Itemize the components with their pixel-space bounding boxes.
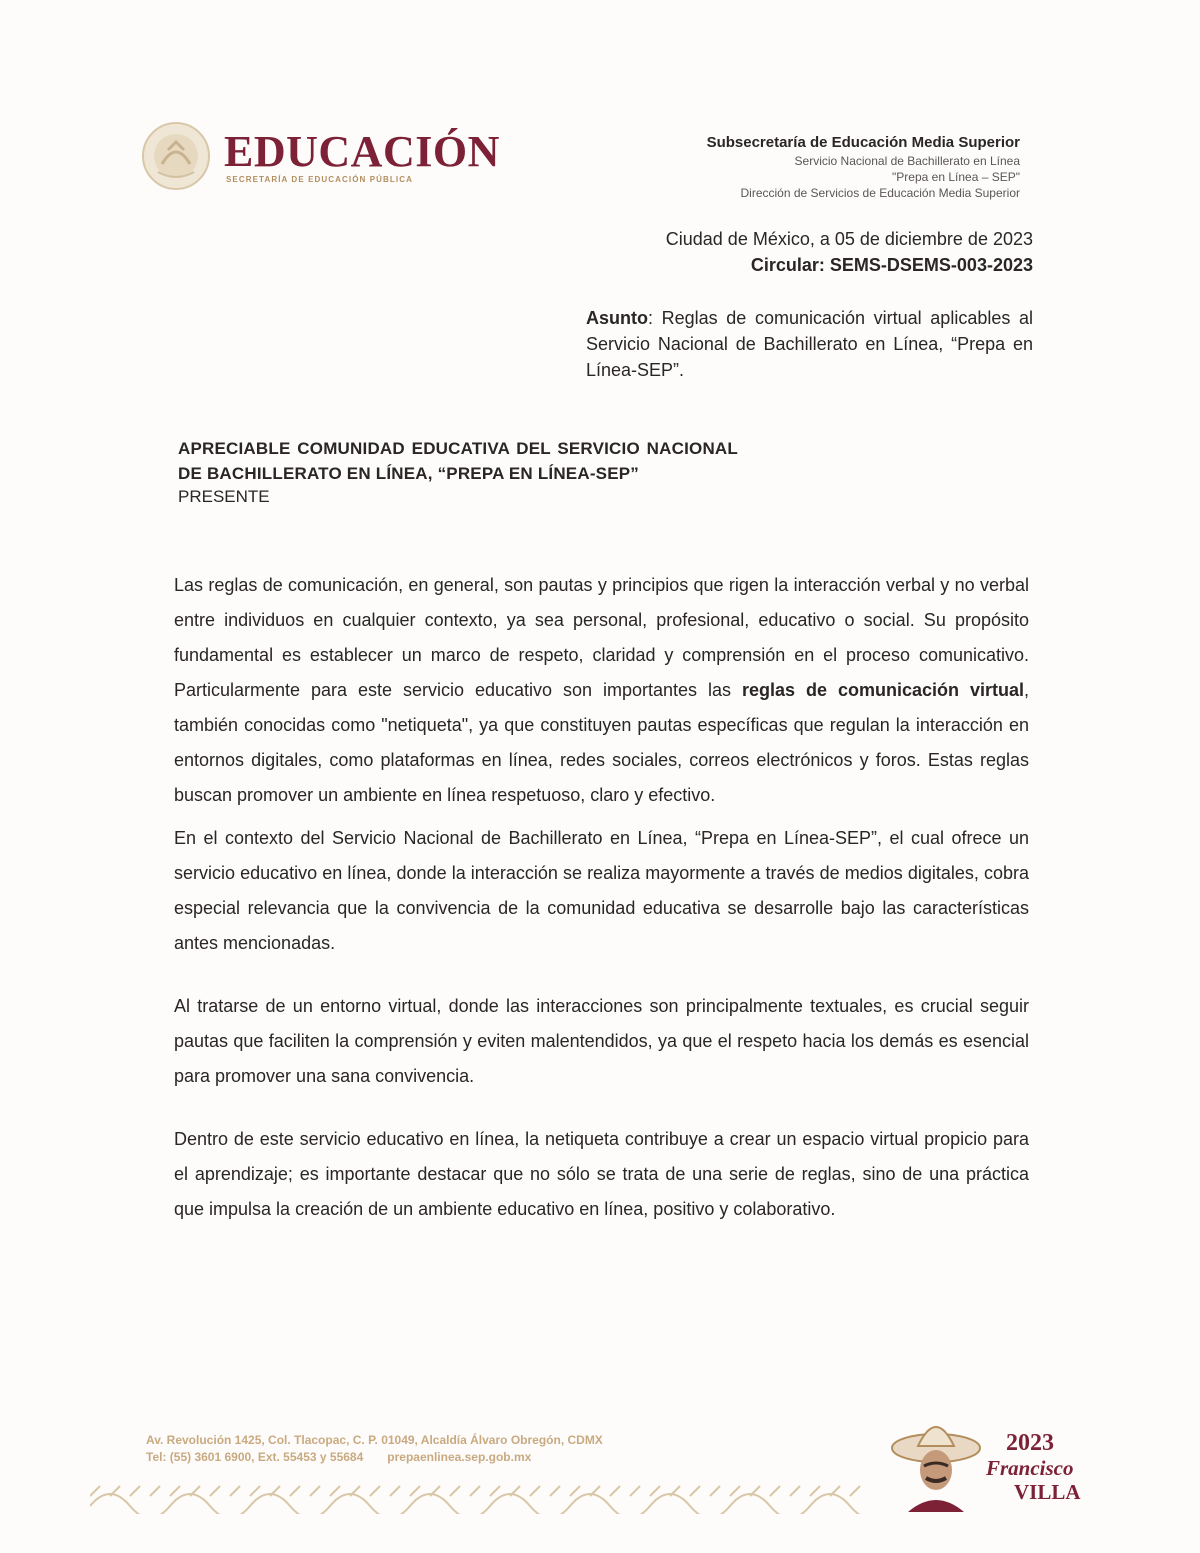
organization-block bbox=[500, 133, 1020, 201]
date-block bbox=[433, 226, 1033, 278]
place-date: Ciudad de México, a 05 de diciembre de 2023 bbox=[665, 229, 1033, 249]
paragraph-3: Al tratarse de un entorno virtual, donde las interacciones son principalmente textuales, es crucial seguir pautas que faciliten la comprensión y eviten malentendidos, ya que el respeto hacia los demás es esencial para promover una sana convivencia. bbox=[174, 996, 1029, 1086]
badge-name-first: Francisco bbox=[986, 1456, 1074, 1480]
sombrero-portrait-icon bbox=[888, 1408, 988, 1518]
paragraph-4: Dentro de este servicio educativo en línea, la netiqueta contribuye a crear un espacio virtual propicio para el aprendizaje; es importante destacar que no sólo se trata de una serie de reglas, sino de una práctica que impulsa la creación de un ambiente educativo en línea, positivo y colaborativo. bbox=[174, 1129, 1029, 1219]
badge-name-last: VILLA bbox=[1014, 1480, 1081, 1504]
footer-contact bbox=[146, 1432, 603, 1466]
organization-line-2: "Prepa en Línea – SEP" bbox=[892, 170, 1020, 184]
paragraph-2: En el contexto del Servicio Nacional de Bachillerato en Línea, “Prepa en Línea-SEP”, el cual ofrece un servicio educativo en línea, donde la interacción se realiza mayormente a través de medios digitales, cobra especial relevancia que la convivencia de la comunidad educativa se desarrolle bajo las características antes mencionadas. bbox=[174, 828, 1029, 953]
paragraph-1 bbox=[174, 568, 1029, 813]
subject-block bbox=[586, 305, 1033, 383]
organization-title: Subsecretaría de Educación Media Superior bbox=[706, 134, 1020, 151]
sep-logo bbox=[140, 120, 500, 195]
logo-title: EDUCACIÓN bbox=[224, 127, 500, 176]
footer-address-line: Av. Revolución 1425, Col. Tlacopac, C. P. 01049, Alcaldía Álvaro Obregón, CDMX bbox=[146, 1433, 603, 1447]
paragraph-1-bold: reglas de comunicación virtual bbox=[741, 680, 1024, 700]
recipient-block bbox=[178, 436, 738, 508]
paragraph-1-part-2: , también conocidas como "netiqueta", ya que constituyen pautas específicas que regulan la interacción en entornos digitales, como plataformas en línea, redes sociales, correos electrónicos y foros. Estas reglas buscan promover un ambiente en línea respetuoso, claro y efectivo. bbox=[174, 680, 1029, 805]
national-emblem-icon bbox=[140, 120, 212, 192]
badge-year: 2023 bbox=[1006, 1430, 1054, 1456]
organization-line-3: Dirección de Servicios de Educación Media Superior bbox=[740, 186, 1020, 200]
subject-label: Asunto bbox=[586, 308, 648, 328]
francisco-villa-badge bbox=[888, 1408, 1098, 1518]
subject-text: : Reglas de comunicación virtual aplicables al Servicio Nacional de Bachillerato en Línea, “Prepa en Línea-SEP”. bbox=[586, 308, 1033, 380]
footer-phone: Tel: (55) 3601 6900, Ext. 55453 y 55684 bbox=[146, 1450, 364, 1464]
paragraph-1-part-1: Las reglas de comunicación, en general, son pautas y principios que rigen la interacción verbal y no verbal entre individuos en cualquier contexto, ya sea personal, profesional, educativo o social. Su propósito fundamental es establecer un marco de respeto, claridad y comprensión en el proceso comunicativo. Particularmente para este servicio educativo son importantes las bbox=[174, 575, 1029, 700]
logo-subtitle: SECRETARÍA DE EDUCACIÓN PÚBLICA bbox=[226, 175, 413, 184]
footer-website-link[interactable]: prepaenlinea.sep.gob.mx bbox=[387, 1450, 532, 1464]
recipient-title: APRECIABLE COMUNIDAD EDUCATIVA DEL SERVICIO NACIONAL DE BACHILLERATO EN LÍNEA, “PREPA EN LÍNEA-SEP” bbox=[178, 439, 738, 483]
circular-number: Circular: SEMS-DSEMS-003-2023 bbox=[750, 255, 1033, 275]
organization-line-1: Servicio Nacional de Bachillerato en Línea bbox=[794, 154, 1020, 168]
letter-body bbox=[174, 568, 1029, 1227]
footer-phone-line bbox=[146, 1449, 603, 1466]
decorative-border-pattern bbox=[90, 1478, 880, 1514]
recipient-present: PRESENTE bbox=[178, 487, 270, 506]
